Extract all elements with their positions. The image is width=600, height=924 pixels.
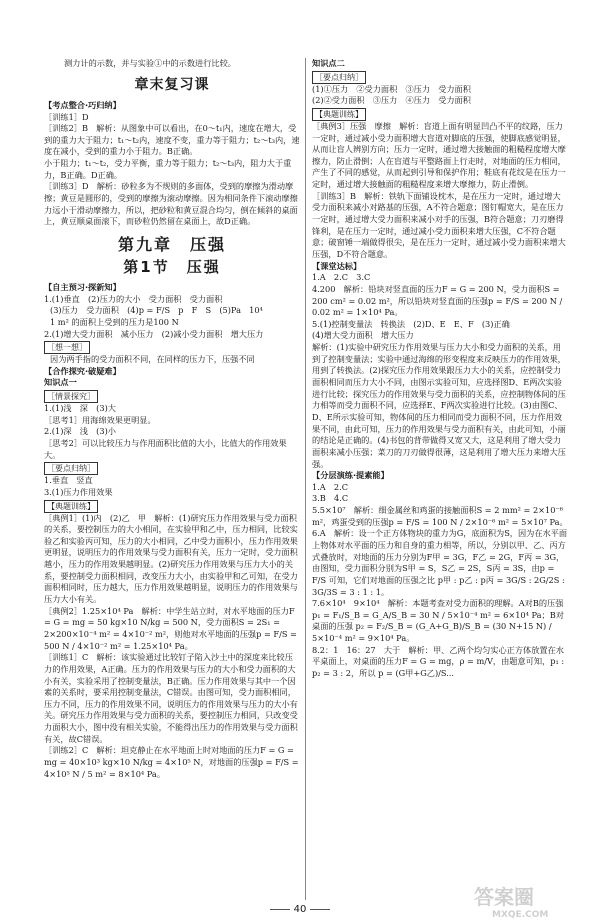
sp-1b: (3)压力 受力面积 (4)p = F/S p F S (5)Pa 10⁴ [50,305,263,316]
sp-2: 2.(1)增大受力面积 减小压力 (2)减小受力面积 增大压力 [44,328,264,339]
layer-5: 5.5×10⁷ 解析：细金属丝和鸡蛋的接触面积S = 2 mm² = 2×10⁻⁶ m²，鸡蛋受到的压强p = F/S = 100 N / 2×10⁻⁶ m² = 5×10⁷ Pa。 [312,505,568,527]
review-title: 章末复习课 [134,77,210,93]
training-1: ［训练1］D [44,111,89,122]
scene-2: 2.(1)深 浅 (3)小 [44,426,116,437]
training-2: ［训练2］B 解析：从图象中可以看出，在0～t₁内，速度在增大，受到的重力大于阻力；t₁～t₂内，速度不变，重力等于阻力；t₂～t₃内，速度在减小，受到的重力小于阻力。B正确。 [44,123,300,157]
page-number: 40 [0,903,600,917]
scene-1b: ［思考1］用海绵效果更明显。 [44,414,156,425]
class-target-heading: 【课堂达标】 [312,260,362,271]
ex-train-tag-2: 【典题训练】 [312,108,366,121]
watermark-logo [470,880,590,920]
layered-heading: 【分层演练·提素能】 [312,470,389,481]
layer-8: 8.2：1 16：27 大于 解析：甲、乙两个均匀实心正方体放置在水平桌面上，对桌面的压力F = G = mg，ρ = m/V，由题意可知，p₁ : p₂ = 3 : 2，所以 p = (G甲+G乙)/S... [312,644,565,679]
think-tag: ［想一想］ [44,341,90,354]
train-3-b: ［训练3］B 解析：铁轨下面铺设枕木，是在压力一定时，通过增大受力面积来减小对路基的压强，A不符合题意；图钉帽宽大，是在压力一定时，通过增大受力面积来减小对手的压强，B符合题意；刀刃磨得锋利，是在压力一定时，通过减小受力面积来增大压强，C不符合题意；破窗锤一端做得很尖，是在压力一定时，通过减小受力面积来增大压强，D不符合题意。 [312,190,566,259]
column-divider [305,58,306,900]
point-1: 1.垂直 竖直 [44,475,93,486]
left-column [44,72,300,780]
kp-integration-heading: 【考点整合·巧归纳】 [44,99,121,110]
class-4: 4.200 解析：铅块对竖直面的压力F = G = 200 N，受力面积S = 200 cm² = 0.02 m²，所以铅块对竖直面的压强p = F/S = 200 N / 0.02 m² = 1×10⁴ Pa。 [312,283,563,318]
layer-7: 7.6×10⁴ 9×10⁴ 解析：本题考查对受力面积的理解。A对B的压强 p₁ = F₁/S_B = G_A/S_B = 30 N / 5×10⁻⁴ m² = 6×10⁴ Pa；B对桌面的压强 p₂ = F₂/S_B = (G_A+G_B)/S_B = (30 N+15 N) / 5×10⁻⁴ m² = 9×10⁴ Pa。 [312,598,564,644]
layer-6: 6.A 解析：设一个正方体物块的重力为G，底面积为S，因为在水平面上物体对水平面的压力和自身的重力相等，所以，分别以甲、乙、丙方式叠放时，对地面的压力分别为F甲 = 3G，F乙 = 2G，F丙 = 3G，由图知，受力面积分别为S甲 = S，S乙 = 2S，S丙 = 3S，由p = F/S 可知，它们对地面的压强之比 p甲 : p乙 : p丙 = 3G/S : 2G/2S : 3G/3S = 3 : 1 : 1。 [312,528,568,597]
class-5c: 解析：(1)实验中研究压力作用效果与压力大小和受力面积的关系，用到了控制变量法；实验中通过海绵的形变程度来反映压力的作用效果，用到了转换法。(2)探究压力作用效果跟压力大小的关系，应控制受力面积相同而压力大小不同，由图示实验可知，应选择图D、E两次实验进行比较；探究压力的作用效果与受力面积的关系，应控制物体间的压力相等而受力面积不同，应选择E、F两次实验进行比较。(3)由图C、D、E所示实验可知，物体间的压力相同而受力面积不同，压力作用效果不同，由此可知，压力的作用效果与受力面积有关，由此可知，小丽的结论是正确的。(4)书包的背带做得又宽又大，这是利用了增大受力面积来减小压强；菜刀的刀刃做得很薄，这是利用了增大压力来增大压强。 [312,342,566,469]
sp-1c: 1 m² 的面积上受到的压力是100 N [50,316,179,327]
coop-heading: 【合作探究·破疑难】 [44,365,121,376]
self-preview-heading: 【自主预习·探新知】 [44,281,121,292]
scene-1: 1.(1)浅 深 (3)大 [44,403,116,414]
training-2-cont: 小于阻力；t₁～t₂，受力平衡，重力等于阻力；t₂～t₃内，阻力大于重力，B正确。D正确。 [44,158,292,180]
section-title: 第1节 压强 [123,257,221,276]
kp1-heading: 知识点一 [44,377,77,388]
class-1: 1.A 2.C 3.C [312,272,371,283]
right-column [312,58,568,680]
train-1-b: ［训练1］C 解析：该实验通过比较钉子陷入沙土中的深度来比较压力的作用效果，A正确。压力的作用效果与压力的大小和受力面积的大小有关，实验采用了控制变量法，B正确。压力作用效果与其中一个因素的关系时，要采用控制变量法，C错误。由图可知，受力面积相同，压力不同，压力的作用效果不同，说明压力的作用效果与压力的大小有关。研究压力作用效果与受力面积的关系，要控制压力相同，只改变受力面积大小，图中没有相关实验，不能得出压力的作用效果与受力面积有关，故C错误。 [44,652,298,744]
sp-1: 1.(1)垂直 (2)压力的大小 受力面积 受力面积 [44,293,223,304]
point-2-2: (2)②受力面积 ③压力 ④压力 受力面积 [312,95,471,106]
layer-3: 3.B 4.C [312,493,349,504]
training-3: ［训练3］D 解析：砂粒多为不规则的多面体，受到的摩擦为滑动摩擦；黄豆是圆形的，受到的摩擦为滚动摩擦。因为相同条件下滚动摩擦力远小于滑动摩擦力，所以，把砂粒和黄豆混合均匀，倒在倾斜的桌面上，黄豆顺桌面滚下，而砂粒仍然留在桌面上，故D正确。 [44,181,298,227]
class-5b: (4)增大受力面积 增大压力 [312,330,414,341]
scene-2b: ［思考2］可以比较压力与作用面积比值的大小，比值大的作用效果大。 [44,437,287,460]
ex-train-tag: 【典题训练】 [44,500,98,513]
point-tag-2: ［要点归纳］ [312,71,366,84]
example-3: ［典例3］压强 摩擦 解析：盲道上面有明显凹凸不平的纹路，压力一定时，通过减小受力面积增大盲道对脚底的压强，使脚底感觉明显，从而让盲人辨别方向；压力一定时，通过增大接触面的粗糙程度增大摩擦力，防止滑倒；人在盲道与平整路面上行走时，对地面的压力相同，产生了不同的感觉，从而起到引导和保护作用；鞋底有花纹是在压力一定时，通过增大接触面的粗糙程度来增大摩擦力，防止滑倒。 [312,120,566,190]
top-note: 测力计的示数，并与实验①中的示数进行比较。 [64,58,236,68]
class-5: 5.(1)控制变量法 转换法 (2)D、E E、F (3)正确 [312,318,510,329]
point-tag: ［要点归纳］ [44,462,98,475]
layer-1: 1.A 2.C [312,481,348,492]
example-1: ［典例1］(1)内 (2)乙 甲 解析：(1)研究压力作用效果与受力面积的关系，要控制压力的大小相同，在实验甲和乙中，压力相同，比较实验乙和实验丙可知，压力的大小相同，乙中受力面积小，压力作用效果更明显，说明压力的作用效果与受力面积有关，压力一定时，受力面积越小，压力的作用效果越明显。(2)研究压力作用效果与压力大小的关系，要控制受力面积相同，改变压力大小，由实验甲和乙可知，在受力面积相同时，压力越大，压力作用效果越明显，说明压力的作用效果与压力大小有关。 [44,512,298,605]
scene-tag: ［情景探究］ [44,390,98,403]
chapter-title: 第九章 压强 [117,234,226,254]
svg-text:MXQE.COM: MXQE.COM [492,910,549,920]
point-3: 3.(1)压力作用效果 [44,486,113,497]
point-2-1: (1)①压力 ②受力面积 ③压力 受力面积 [312,83,471,94]
example-2: ［典例2］1.25×10⁴ Pa 解析：中学生站立时，对水平地面的压力F = G = mg = 50 kg×10 N/kg = 500 N，受力面积S = 2S₁ = 2×200×10⁻⁴ m² = 4×10⁻² m²，则他对水平地面的压强p = F/S = 500 N / 4×10⁻² m² = 1.25×10⁴ Pa。 [44,605,297,651]
svg-text:答案圈: 答案圈 [474,885,534,909]
train-2-b: ［训练2］C 解析：坦克静止在水平地面上时对地面的压力F = G = mg = 40×10³ kg×10 N/kg = 4×10⁵ N，对地面的压强p = F/S = 4×10⁵ N / 5 m² = 8×10⁴ Pa。 [44,745,299,779]
kp2-heading: 知识点二 [312,58,345,68]
think-text: 因为两手指的受力面积不同，在同样的压力下，压强不同 [50,354,255,365]
